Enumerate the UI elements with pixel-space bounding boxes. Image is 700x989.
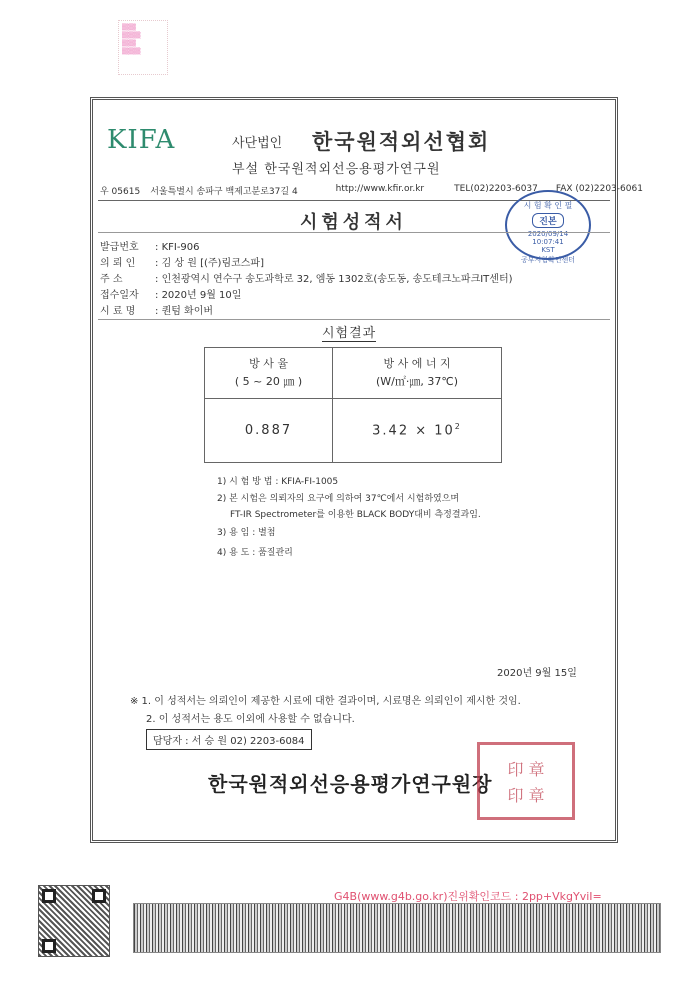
- org-prefix: 사단법인: [232, 136, 283, 151]
- info-row-sample: 시 료 명 : 퀀텀 화이버: [100, 306, 214, 317]
- postal-code: 우 05615: [100, 187, 141, 197]
- tel: TEL(02)2203-6037: [454, 184, 538, 194]
- info-row-issue-no: 발급번호 : KFI-906: [100, 242, 200, 253]
- issuer-name: 한국원적외선응용평가연구원장: [208, 772, 493, 796]
- results-title: 시험결과: [322, 322, 376, 342]
- org-name: 한국원적외선협회: [312, 130, 491, 154]
- footnote-2: 2. 이 성적서는 용도 이외에 사용할 수 없습니다.: [146, 714, 355, 725]
- sub-org: 부설 한국원적외선응용평가연구원: [232, 162, 441, 177]
- note-condition-cont: FT-IR Spectrometer를 이용한 BLACK BODY대비 측정결과임.: [230, 510, 481, 520]
- stamp-tz: KST: [541, 246, 555, 254]
- verification-code: G4B(www.g4b.go.kr)진위확인코드 : 2pp+VkgYviI=: [334, 890, 602, 903]
- radiant-energy-value: $3.42 \times 10^2$: [333, 399, 502, 463]
- footnote-1: ※ 1. 이 성적서는 의뢰인이 제공한 시료에 대한 결과이며, 시료명은 의뢰인이 제시한 것임.: [130, 696, 521, 707]
- info-row-client: 의 뢰 인 : 김 상 원 [(주)림코스파]: [100, 258, 264, 269]
- stamp-label: 진본: [532, 213, 563, 228]
- stamp-bottom-text: 공부시험확인센터: [520, 256, 576, 264]
- note-attachment: 3) 용 임 : 별첨: [217, 528, 276, 538]
- radiant-energy-header: 방 사 에 너 지 (W/㎡·㎛, 37℃): [333, 348, 502, 399]
- website-link[interactable]: http://www.kfir.or.kr: [335, 184, 425, 194]
- authenticity-stamp: [505, 190, 591, 264]
- stamp-time: 10:07:41: [532, 238, 564, 246]
- note-method: 1) 시 험 방 법 : KFIA-FI-1005: [217, 477, 339, 487]
- info-row-received: 접수일자 : 2020년 9월 10일: [100, 290, 242, 301]
- qr-code[interactable]: [38, 885, 110, 957]
- divider: [98, 319, 610, 320]
- kifa-logo: KIFA: [107, 125, 176, 155]
- document-title: 시험성적서: [300, 212, 407, 233]
- address: 서울특별시 송파구 백제고분로37길 4: [150, 187, 298, 197]
- emissivity-header: 방 사 율 ( 5 ~ 20 ㎛ ): [205, 348, 333, 399]
- official-seal: 印 章 印 章: [477, 742, 575, 820]
- fax: FAX (02)2203-6061: [555, 184, 643, 194]
- info-row-address: 주 소 : 인천광역시 연수구 송도과학로 32, 엠동 1302호(송도동, 송도테크노파크IT센터): [100, 274, 513, 285]
- 2d-barcode: [133, 903, 661, 953]
- divider: [98, 232, 610, 233]
- results-table: [204, 347, 502, 463]
- top-corner-stamp: ▒▒▒ ▒▒▒▒ ▒▒▒ ▒▒▒▒: [118, 20, 168, 75]
- emissivity-value: 0.887: [205, 399, 333, 463]
- report-date: 2020년 9월 15일: [497, 668, 577, 679]
- note-usage: 4) 용 도 : 품질관리: [217, 548, 293, 558]
- stamp-top-text: 시 험 확 인 필: [523, 201, 573, 210]
- stamp-date: 2020/09/14: [527, 230, 569, 238]
- note-condition: 2) 본 시험은 의뢰자의 요구에 의하여 37℃에서 시험하였으며: [217, 494, 460, 504]
- contact-box: 담당자 : 서 승 원 02) 2203-6084: [146, 729, 312, 750]
